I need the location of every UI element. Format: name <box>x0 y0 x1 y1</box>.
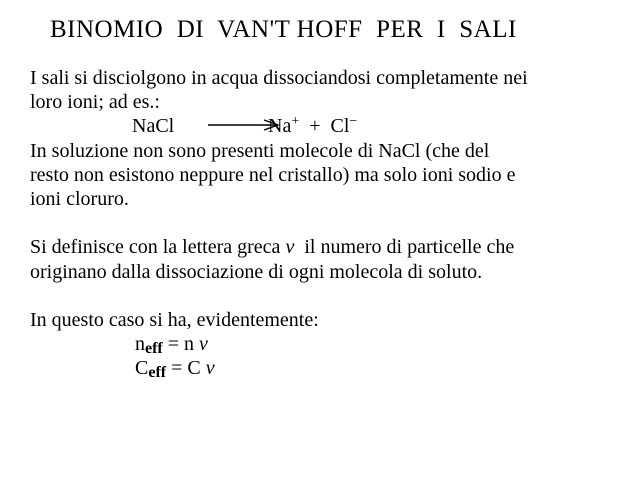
formula1-rhs: = n <box>162 333 200 356</box>
paragraph1-line1: I sali si disciolgono in acqua dissociandosi completamente nei <box>30 67 528 89</box>
formula2-symbol: C <box>135 357 149 380</box>
paragraph1-line2: loro ioni; ad es.: <box>30 91 160 114</box>
anion-charge: − <box>349 114 358 130</box>
formula2-subscript: eff <box>148 364 167 382</box>
formula2-rhs: = C <box>166 357 206 380</box>
blank-line <box>30 211 630 235</box>
cation-na: Na <box>268 115 292 138</box>
formula1-subscript: eff <box>145 340 163 358</box>
blank-line <box>30 284 630 308</box>
paragraph3-line1 <box>30 235 630 259</box>
paragraph2-line1: In soluzione non sono presenti molecole di NaCl (che del <box>30 139 490 162</box>
cation-charge: + <box>291 114 300 130</box>
plus-sign: + <box>299 115 331 138</box>
paragraph3-text-before: Si definisce con la lettera greca <box>30 236 286 259</box>
paragraph3-line2: originano dalla dissociazione di ogni molecola di soluto. <box>30 260 483 283</box>
paragraph2-line2: resto non esistono neppure nel cristallo) ma solo ioni sodio e <box>30 163 516 186</box>
paragraph4-line1: In questo caso si ha, evidentemente: <box>30 308 319 331</box>
formula1-nu: ν <box>199 333 208 356</box>
paragraph2-line3: ioni cloruro. <box>30 187 129 210</box>
slide-body <box>30 66 630 380</box>
nu-symbol: ν <box>285 236 295 259</box>
formula1-symbol: n <box>135 333 145 356</box>
paragraph3-text-after: il numero di particelle che <box>294 236 515 259</box>
formula-c-eff <box>30 356 630 380</box>
formula-n-eff <box>30 332 630 356</box>
reactant-nacl: NaCl <box>132 115 175 138</box>
dissociation-reaction <box>30 114 630 138</box>
anion-cl: Cl <box>330 115 350 138</box>
formula2-nu: ν <box>205 357 215 380</box>
slide-title: BINOMIO DI VAN'T HOFF PER I SALI <box>50 16 517 43</box>
reaction-products <box>268 114 357 138</box>
